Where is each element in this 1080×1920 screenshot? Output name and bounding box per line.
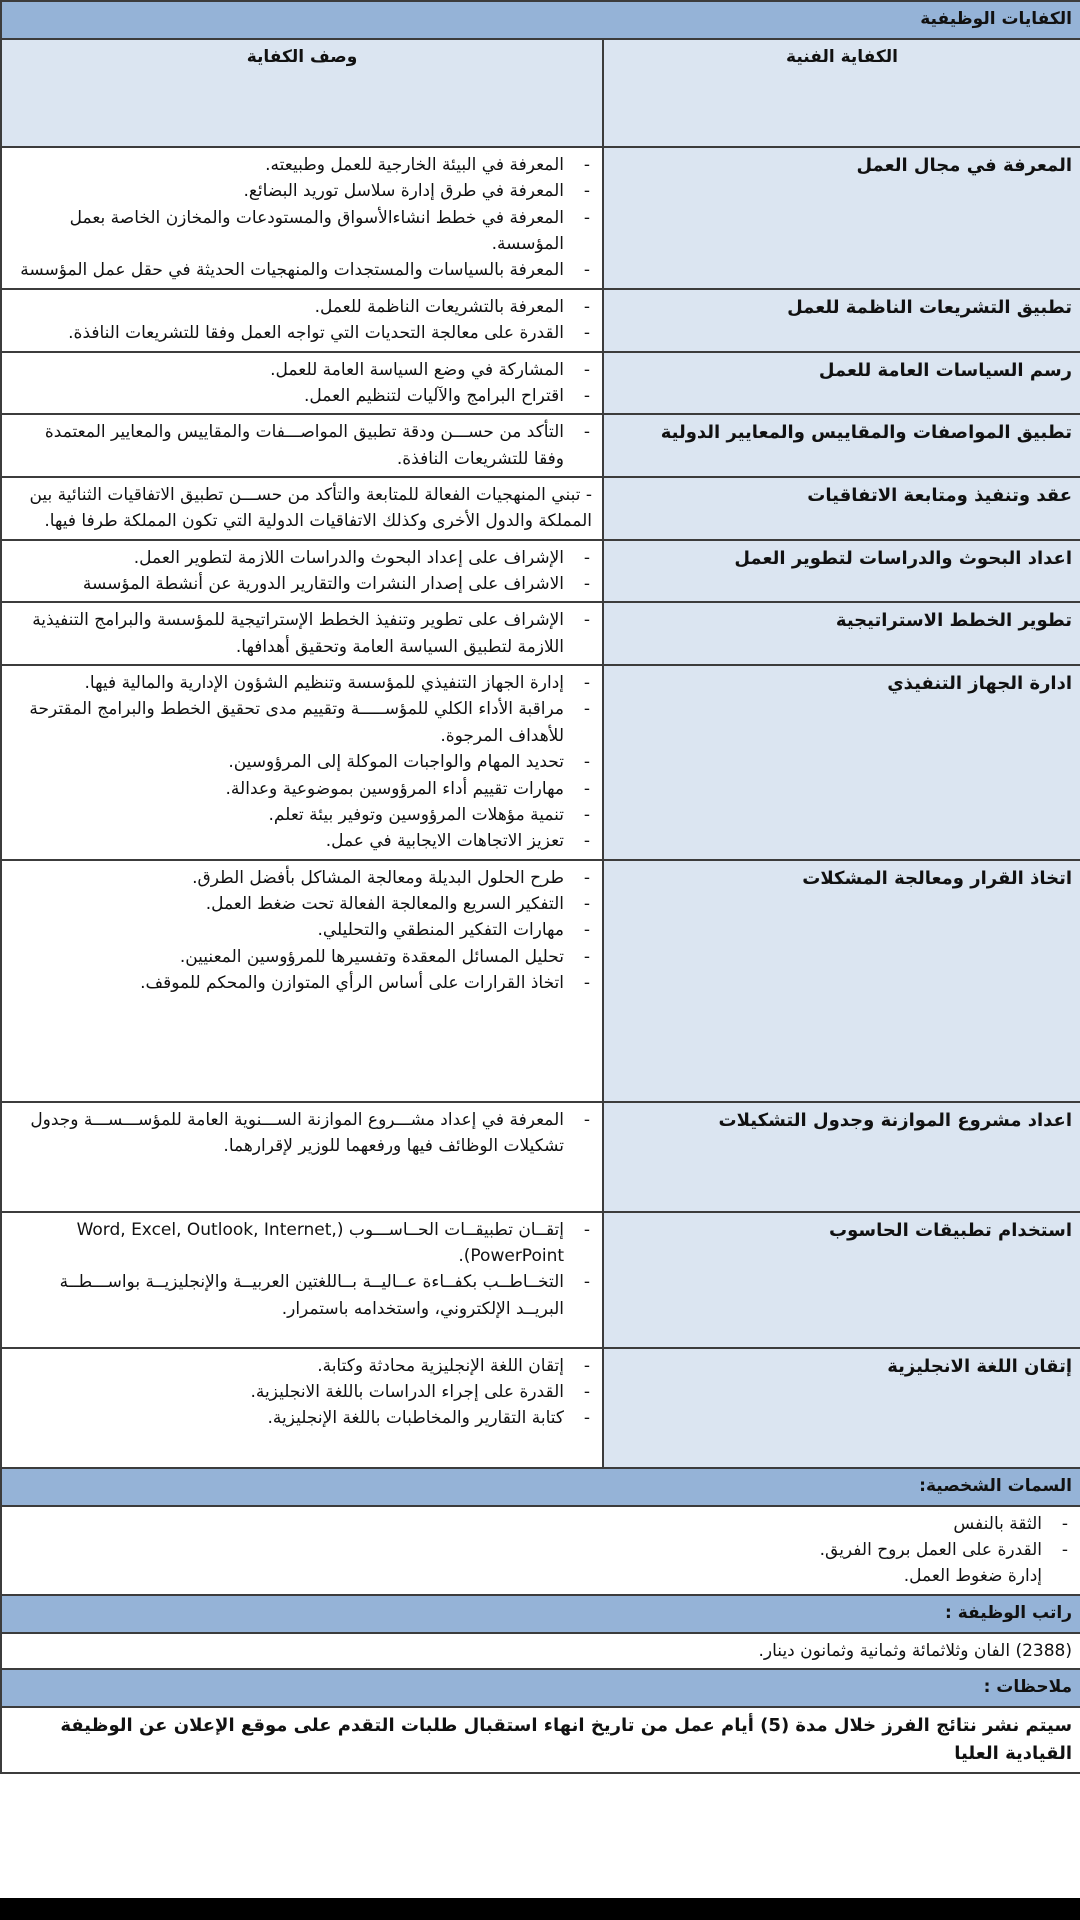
description-item: - المعرفة في إعداد مشـــروع الموازنة الســـنوية العامة للمؤســـســـة وجدول تشكيلات الوظائف فيها ورفعهما للوزير لإقرارهما.	[10, 1107, 594, 1160]
description-item: - اتخاذ القرارات على أساس الرأي المتوازن والمحكم للموقف.	[10, 970, 594, 996]
header-competency: الكفاية الفنية	[603, 39, 1080, 147]
description-item: - القدرة على إجراء الدراسات باللغة الانجليزية.	[10, 1379, 594, 1405]
personal-traits-title: السمات الشخصية:	[1, 1468, 1080, 1506]
header-description: وصف الكفاية	[1, 39, 603, 147]
competency-name: المعرفة في مجال العمل	[603, 147, 1080, 289]
personal-traits-list	[1, 1506, 1080, 1595]
competency-name: استخدام تطبيقات الحاسوب	[603, 1212, 1080, 1348]
description-item: - تنمية مؤهلات المرؤوسين وتوفير بيئة تعلم.	[10, 802, 594, 828]
description-item: - الإشراف على تطوير وتنفيذ الخطط الإستراتيجية للمؤسسة والبرامج التنفيذية اللازمة لتطبيق السياسة العامة وتحقيق أهدافها.	[10, 607, 594, 660]
competency-description	[1, 602, 603, 665]
description-item: - مهارات تقييم أداء المرؤوسين بموضوعية وعدالة.	[10, 776, 594, 802]
competency-name: ادارة الجهاز التنفيذي	[603, 665, 1080, 859]
competency-row	[1, 352, 1080, 415]
competency-description	[1, 665, 603, 859]
description-item: - المعرفة بالتشريعات الناظمة للعمل.	[10, 294, 594, 320]
salary-value: (2388) الفان وثلاثمائة وثمانية وثمانون دينار.	[1, 1633, 1080, 1669]
competency-description	[1, 1348, 603, 1468]
competency-description	[1, 1212, 603, 1348]
description-item: - المعرفة في البيئة الخارجية للعمل وطبيعته.	[10, 152, 594, 178]
competency-row	[1, 860, 1080, 1102]
competency-name: تطوير الخطط الاستراتيجية	[603, 602, 1080, 665]
competency-name: عقد وتنفيذ ومتابعة الاتفاقيات	[603, 477, 1080, 540]
competency-description	[1, 352, 603, 415]
trait-item: إدارة ضغوط العمل.	[903, 1566, 1043, 1587]
description-item: - التأكد من حســـن ودقة تطبيق المواصـــفات والمقاييس والمعايير المعتمدة وفقا للتشريعات النافذة.	[10, 419, 594, 472]
description-item: - كتابة التقارير والمخاطبات باللغة الإنجليزية.	[10, 1405, 594, 1431]
description-item: - الاشراف على إصدار النشرات والتقارير الدورية عن أنشطة المؤسسة	[10, 571, 594, 597]
competency-name: اتخاذ القرار ومعالجة المشكلات	[603, 860, 1080, 1102]
salary-title: راتب الوظيفة :	[1, 1595, 1080, 1633]
description-item: - المعرفة بالسياسات والمستجدات والمنهجيات الحديثة في حقل عمل المؤسسة	[10, 257, 594, 283]
notes-text: سيتم نشر نتائج الفرز خلال مدة (5) أيام عمل من تاريخ انهاء استقبال طلبات التقدم على موقع الإعلان عن الوظيفة القيادية العليا	[1, 1707, 1080, 1773]
description-item: - إتقان اللغة الإنجليزية محادثة وكتابة.	[10, 1353, 594, 1379]
description-item: - المعرفة في طرق إدارة سلاسل توريد البضائع.	[10, 178, 594, 204]
description-item: - التخــاطــب بكفــاءة عــاليــة بــاللغتين العربيــة والإنجليزيــة بواســـطــة البريــد الإلكتروني، واستخدامه باستمرار.	[10, 1269, 594, 1322]
description-item: - القدرة على معالجة التحديات التي تواجه العمل وفقا للتشريعات النافذة.	[10, 320, 594, 346]
description-item: - تحديد المهام والواجبات الموكلة إلى المرؤوسين.	[10, 749, 594, 775]
competency-row	[1, 665, 1080, 859]
section-title: الكفايات الوظيفية	[1, 1, 1080, 39]
competency-name: إتقان اللغة الانجليزية	[603, 1348, 1080, 1468]
competency-description	[1, 477, 603, 540]
description-item: - تحليل المسائل المعقدة وتفسيرها للمرؤوسين المعنيين.	[10, 944, 594, 970]
description-item: - الإشراف على إعداد البحوث والدراسات اللازمة لتطوير العمل.	[10, 545, 594, 571]
competency-row	[1, 414, 1080, 477]
description-paragraph: - تبني المنهجيات الفعالة للمتابعة والتأكد من حســـن تطبيق الاتفاقيات الثنائية بين المملكة والدول الأخرى وكذلك الاتفاقيات الدولية التي تكون المملكة طرفا فيها.	[29, 485, 593, 532]
description-item: - اقتراح البرامج والآليات لتنظيم العمل.	[10, 383, 594, 409]
competency-description	[1, 147, 603, 289]
competency-row	[1, 602, 1080, 665]
competency-row	[1, 1102, 1080, 1212]
competency-name: رسم السياسات العامة للعمل	[603, 352, 1080, 415]
competency-row	[1, 147, 1080, 289]
competency-name: تطبيق التشريعات الناظمة للعمل	[603, 289, 1080, 352]
description-item: - مراقبة الأداء الكلي للمؤســـــة وتقييم مدى تحقيق الخطط والبرامج المقترحة للأهداف المرجوة.	[10, 696, 594, 749]
description-item: - تعزيز الاتجاهات الايجابية في عمل.	[10, 828, 594, 854]
competency-description	[1, 289, 603, 352]
notes-title: ملاحظات :	[1, 1669, 1080, 1707]
description-item: - المشاركة في وضع السياسة العامة للعمل.	[10, 357, 594, 383]
description-item: - التفكير السريع والمعالجة الفعالة تحت ضغط العمل.	[10, 891, 594, 917]
competency-description	[1, 414, 603, 477]
description-item: - المعرفة في خطط انشاءالأسواق والمستودعات والمخازن الخاصة بعمل المؤسسة.	[10, 205, 594, 258]
description-item: - مهارات التفكير المنطقي والتحليلي.	[10, 917, 594, 943]
bottom-edge-bar	[0, 1898, 1080, 1920]
competency-name: تطبيق المواصفات والمقاييس والمعايير الدولية	[603, 414, 1080, 477]
competency-name: اعداد البحوث والدراسات لتطوير العمل	[603, 540, 1080, 603]
competency-row	[1, 540, 1080, 603]
competency-name: اعداد مشروع الموازنة وجدول التشكيلات	[603, 1102, 1080, 1212]
description-item: - إتقــان تطبيقــات الحــاســـوب (Word, Excel, Outlook, Internet, PowerPoint).	[10, 1217, 594, 1270]
competency-row	[1, 289, 1080, 352]
competency-row	[1, 1212, 1080, 1348]
trait-item: - الثقة بالنفس	[10, 1511, 1072, 1537]
competency-description	[1, 860, 603, 1102]
trait-item: - القدرة على العمل بروح الفريق.	[10, 1537, 1072, 1563]
description-item: - إدارة الجهاز التنفيذي للمؤسسة وتنظيم الشؤون الإدارية والمالية فيها.	[10, 670, 594, 696]
competency-description	[1, 540, 603, 603]
competency-row	[1, 477, 1080, 540]
competency-description	[1, 1102, 603, 1212]
competency-row	[1, 1348, 1080, 1468]
description-item: - طرح الحلول البديلة ومعالجة المشاكل بأفضل الطرق.	[10, 865, 594, 891]
